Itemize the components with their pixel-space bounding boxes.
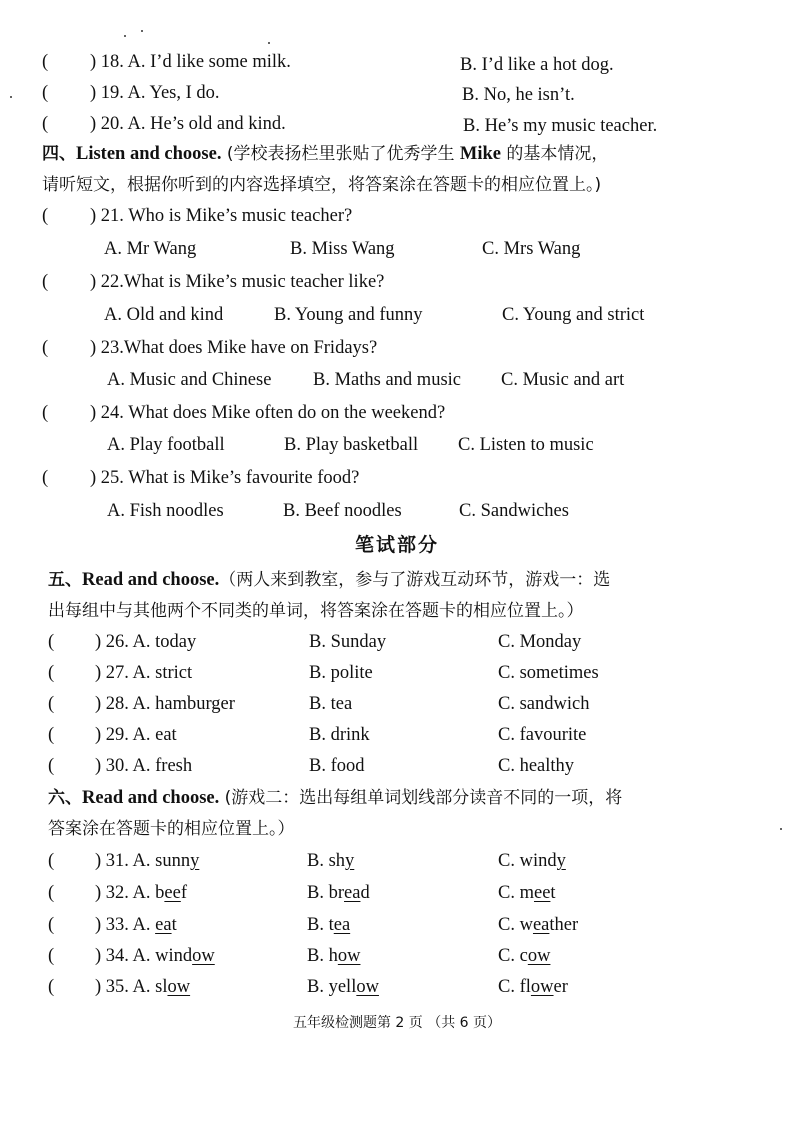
- answer-paren: (: [42, 272, 49, 292]
- question-row: [0, 463, 794, 493]
- section-4-title: 四、Listen and choose. (学校表扬栏里张贴了优秀学生 Mike 的基本情况，: [42, 144, 609, 164]
- options-row: [0, 365, 794, 395]
- question-row: [0, 627, 794, 657]
- option-c: C. Music and art: [501, 370, 625, 390]
- section-4-instructions: 请听短文，根据你听到的内容选择填空，将答案涂在答题卡的相应位置上。): [42, 175, 602, 195]
- question-row: [0, 398, 794, 428]
- answer-paren: (: [42, 338, 49, 358]
- option-a: A. Music and Chinese: [107, 370, 272, 390]
- answer-paren: (: [42, 114, 49, 134]
- answer-paren: (: [48, 663, 55, 683]
- answer-paren: (: [48, 694, 55, 714]
- option-b: B. No, he isn’t.: [462, 85, 575, 105]
- answer-paren: (: [48, 915, 55, 935]
- scan-speck: [780, 828, 782, 830]
- option-b: B. Miss Wang: [290, 239, 395, 259]
- option-b: B. shy: [307, 851, 355, 871]
- option-a: ) 31. A. sunny: [95, 851, 200, 871]
- question-row: [0, 689, 794, 719]
- option-a: ) 34. A. window: [95, 946, 215, 966]
- option-c: C. flower: [498, 977, 568, 997]
- scan-speck: [141, 30, 143, 32]
- option-b: B. how: [307, 946, 361, 966]
- option-a: A. Fish noodles: [107, 501, 224, 521]
- question-text: ) 19. A. Yes, I do.: [90, 83, 220, 103]
- question-row: [0, 658, 794, 688]
- answer-paren: (: [42, 52, 49, 72]
- option-c: C. healthy: [498, 756, 575, 776]
- option-c: C. sandwich: [498, 694, 590, 714]
- option-a: A. Play football: [107, 435, 225, 455]
- option-a: A. Mr Wang: [104, 239, 197, 259]
- option-b: B. Sunday: [309, 632, 387, 652]
- option-b: B. I’d like a hot dog.: [460, 55, 614, 75]
- question-row: [0, 720, 794, 750]
- question-text: ) 20. A. He’s old and kind.: [90, 114, 286, 134]
- page-footer: 五年级检测题第 2 页 （共 6 页）: [292, 1015, 502, 1031]
- option-b: B. bread: [307, 883, 370, 903]
- question-text: ) 24. What does Mike often do on the weekend?: [90, 403, 446, 423]
- option-a: ) 30. A. fresh: [95, 756, 193, 776]
- question-row: [0, 846, 794, 876]
- answer-paren: (: [42, 206, 49, 226]
- options-row: [0, 496, 794, 526]
- answer-paren: (: [48, 632, 55, 652]
- question-text: ) 25. What is Mike’s favourite food?: [90, 468, 360, 488]
- answer-paren: (: [42, 83, 49, 103]
- written-part-title: 笔试部分: [354, 534, 439, 556]
- answer-paren: (: [48, 851, 55, 871]
- question-row: [0, 972, 794, 1002]
- options-row: [0, 430, 794, 460]
- option-c: C. Mrs Wang: [482, 239, 581, 259]
- answer-paren: (: [48, 883, 55, 903]
- option-a: ) 35. A. slow: [95, 977, 191, 997]
- answer-paren: (: [48, 977, 55, 997]
- option-b: B. tea: [307, 915, 351, 935]
- option-c: C. sometimes: [498, 663, 599, 683]
- answer-paren: (: [42, 403, 49, 423]
- question-row: [0, 333, 794, 363]
- option-b: B. Play basketball: [284, 435, 419, 455]
- question-text: ) 21. Who is Mike’s music teacher?: [90, 206, 353, 226]
- option-b: B. polite: [309, 663, 373, 683]
- question-text: ) 22.What is Mike’s music teacher like?: [90, 272, 385, 292]
- answer-paren: (: [48, 725, 55, 745]
- option-b: B. food: [309, 756, 365, 776]
- section-6-instructions: 答案涂在答题卡的相应位置上。）: [48, 819, 295, 839]
- option-c: C. Listen to music: [458, 435, 594, 455]
- answer-paren: (: [48, 756, 55, 776]
- option-b: B. yellow: [307, 977, 379, 997]
- option-a: ) 33. A. eat: [95, 915, 177, 935]
- options-row: [0, 300, 794, 330]
- option-c: C. weather: [498, 915, 579, 935]
- option-b: B. Young and funny: [274, 305, 423, 325]
- answer-paren: (: [48, 946, 55, 966]
- question-row: [0, 910, 794, 940]
- question-row: [0, 878, 794, 908]
- answer-paren: (: [42, 468, 49, 488]
- option-c: C. Young and strict: [502, 305, 645, 325]
- option-c: C. Monday: [498, 632, 582, 652]
- scan-speck: [124, 35, 126, 37]
- option-b: B. He’s my music teacher.: [463, 116, 658, 136]
- question-row: [0, 78, 794, 108]
- option-a: ) 29. A. eat: [95, 725, 177, 745]
- scan-speck: [268, 42, 270, 44]
- option-b: B. drink: [309, 725, 370, 745]
- question-row: [0, 267, 794, 297]
- options-row: [0, 234, 794, 264]
- option-c: C. favourite: [498, 725, 587, 745]
- section-6-title: 六、Read and choose. (游戏二：选出每组单词划线部分读音不同的一项，将: [48, 788, 623, 808]
- option-c: C. cow: [498, 946, 551, 966]
- option-a: ) 32. A. beef: [95, 883, 187, 903]
- question-text: ) 23.What does Mike have on Fridays?: [90, 338, 378, 358]
- option-b: B. Beef noodles: [283, 501, 402, 521]
- question-text: ) 18. A. I’d like some milk.: [90, 52, 291, 72]
- section-5-instructions: 出每组中与其他两个不同类的单词，将答案涂在答题卡的相应位置上。）: [48, 601, 584, 621]
- option-a: ) 28. A. hamburger: [95, 694, 235, 714]
- option-b: B. tea: [309, 694, 353, 714]
- option-c: C. meet: [498, 883, 556, 903]
- section-5-title: 五、Read and choose.（两人来到教室，参与了游戏互动环节，游戏一：选: [48, 570, 611, 590]
- option-a: ) 27. A. strict: [95, 663, 193, 683]
- question-row: [0, 941, 794, 971]
- question-row: [0, 201, 794, 231]
- option-c: C. windy: [498, 851, 566, 871]
- option-c: C. Sandwiches: [459, 501, 569, 521]
- question-row: [0, 47, 794, 77]
- option-b: B. Maths and music: [313, 370, 461, 390]
- question-row: [0, 109, 794, 139]
- option-a: A. Old and kind: [104, 305, 224, 325]
- question-row: [0, 751, 794, 781]
- option-a: ) 26. A. today: [95, 632, 197, 652]
